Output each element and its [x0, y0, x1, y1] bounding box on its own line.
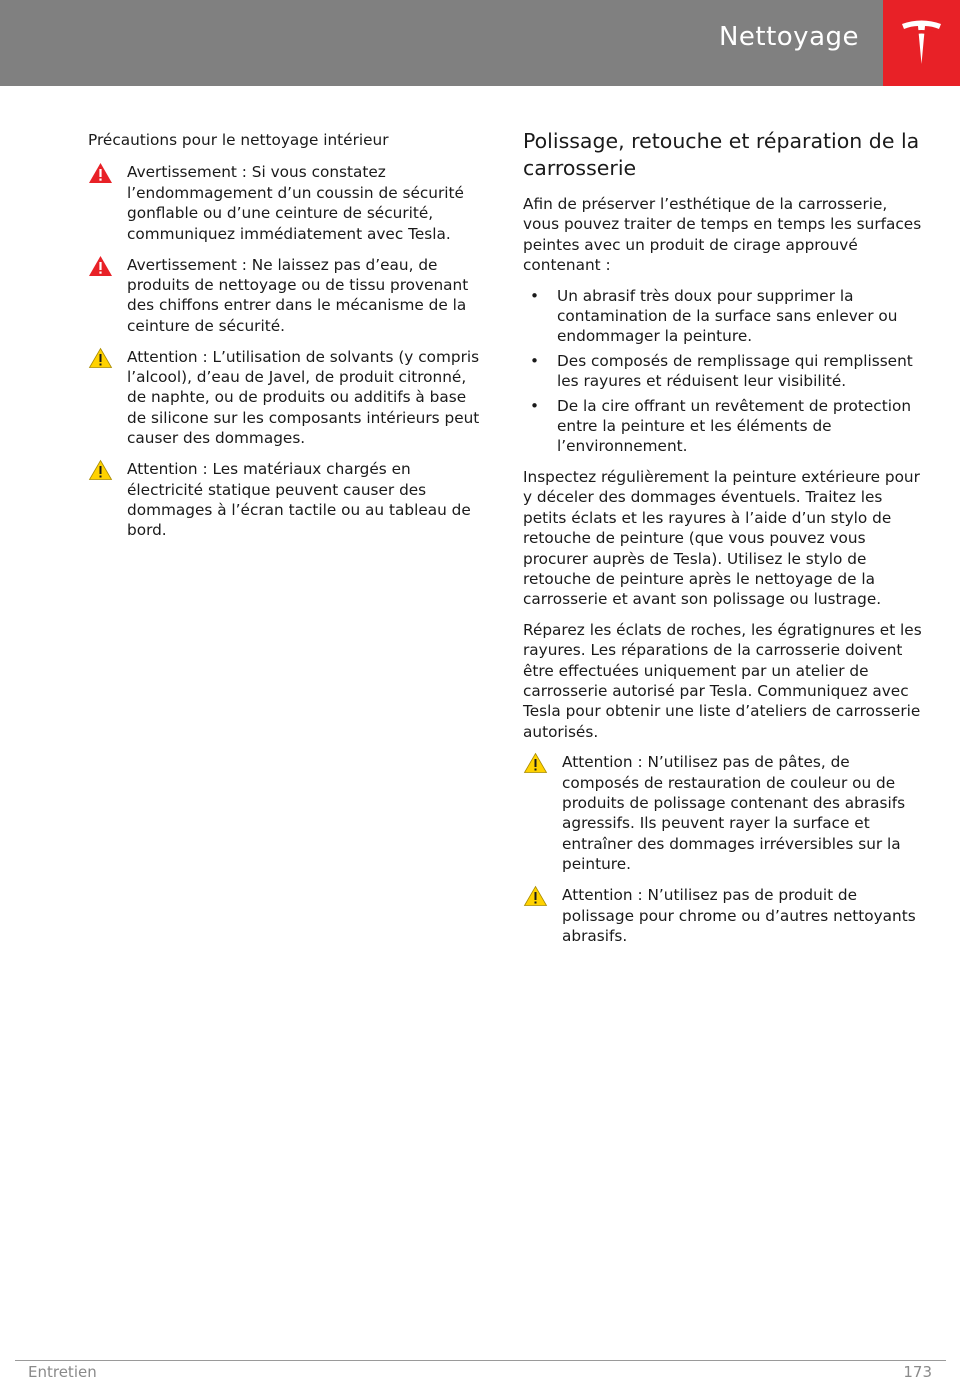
- warning-text: Avertissement : Ne laissez pas d’eau, de produits de nettoyage ou de tissu provenant des chiffons entrer dans le mécanisme de la ceinture de sécurité.: [127, 255, 469, 335]
- header-bar: [0, 0, 883, 86]
- caution-notice: [523, 885, 923, 946]
- warning-text: Avertissement : Si vous constatez l’endommagement d’un coussin de sécurité gonflable ou d’une ceinture de sécurité, communiquez immédiatement avec Tesla.: [127, 163, 464, 243]
- list-item: [523, 351, 923, 392]
- warning-triangle-red-icon: [88, 162, 113, 184]
- logo-box: [883, 0, 960, 86]
- caution-notice: [523, 752, 923, 874]
- caution-text: Attention : L’utilisation de solvants (y compris l’alcool), d’eau de Javel, de produit citronné, de naphte, ou de produits ou additifs à base de silicone sur les composants intérieurs peut causer des dommages.: [127, 347, 480, 448]
- caution-notice: [88, 459, 483, 541]
- footer-section-name: Entretien: [28, 1363, 97, 1381]
- warning-notice: [88, 162, 483, 244]
- page-title: Nettoyage: [718, 22, 859, 52]
- interior-cleaning-subheading: Précautions pour le nettoyage intérieur: [88, 131, 389, 149]
- caution-text: Attention : Les matériaux chargés en électricité statique peuvent causer des dommages à l’écran tactile ou au tableau de bord.: [127, 460, 471, 540]
- list-item: [523, 396, 923, 457]
- caution-triangle-yellow-icon: [88, 459, 113, 481]
- warning-triangle-red-icon: [88, 255, 113, 277]
- caution-triangle-yellow-icon: [523, 752, 548, 774]
- bullet-symbol: •: [530, 286, 540, 305]
- list-item-text: Un abrasif très doux pour supprimer la contamination de la surface sans enlever ou endommager la peinture.: [557, 286, 898, 346]
- right-column: [523, 128, 923, 957]
- tesla-t-logo-icon: [900, 18, 943, 66]
- caution-notice: [88, 347, 483, 449]
- intro-paragraph: Afin de préserver l’esthétique de la carrosserie, vous pouvez traiter de temps en temps les surfaces peintes avec un produit de cirage approuvé contenant :: [523, 195, 922, 275]
- caution-text: Attention : N’utilisez pas de pâtes, de composés de restauration de couleur ou de produits de polissage contenant des abrasifs agressifs. Ils peuvent rayer la surface et entraîner des dommages irréversibles sur la peinture.: [562, 753, 906, 874]
- footer-divider: [15, 1360, 946, 1361]
- inspection-paragraph: Inspectez régulièrement la peinture extérieure pour y déceler des dommages éventuels. Traitez les petits éclats et les rayures à l’aide d’un stylo de retouche de peinture (que vous pouvez vous procurer auprès de Tesla). Utilisez le stylo de retouche de peinture après le nettoyage de la carrosserie et avant son polissage ou lustrage.: [523, 467, 920, 609]
- list-item: [523, 286, 923, 347]
- bullet-list: [523, 286, 923, 457]
- bullet-symbol: •: [530, 396, 540, 415]
- section-title: Polissage, retouche et réparation de la carrosserie: [523, 129, 920, 180]
- caution-triangle-yellow-icon: [88, 347, 113, 369]
- caution-text: Attention : N’utilisez pas de produit de polissage pour chrome ou d’autres nettoyants abrasifs.: [562, 886, 916, 945]
- warning-notice: [88, 255, 483, 337]
- left-column: [88, 130, 483, 551]
- list-item-text: De la cire offrant un revêtement de protection entre la peinture et les éléments de l’environnement.: [557, 396, 912, 456]
- bullet-symbol: •: [530, 351, 540, 370]
- page-number: 173: [903, 1363, 932, 1381]
- caution-triangle-yellow-icon: [523, 885, 548, 907]
- list-item-text: Des composés de remplissage qui remplissent les rayures et réduisent leur visibilité.: [557, 351, 913, 391]
- repair-paragraph: Réparez les éclats de roches, les égratignures et les rayures. Les réparations de la carrosserie doivent être effectuées uniquement par un atelier de carrosserie autorisé par Tesla. Communiquez avec Tesla pour obtenir une liste d’ateliers de carrosserie autorisés.: [523, 620, 922, 741]
